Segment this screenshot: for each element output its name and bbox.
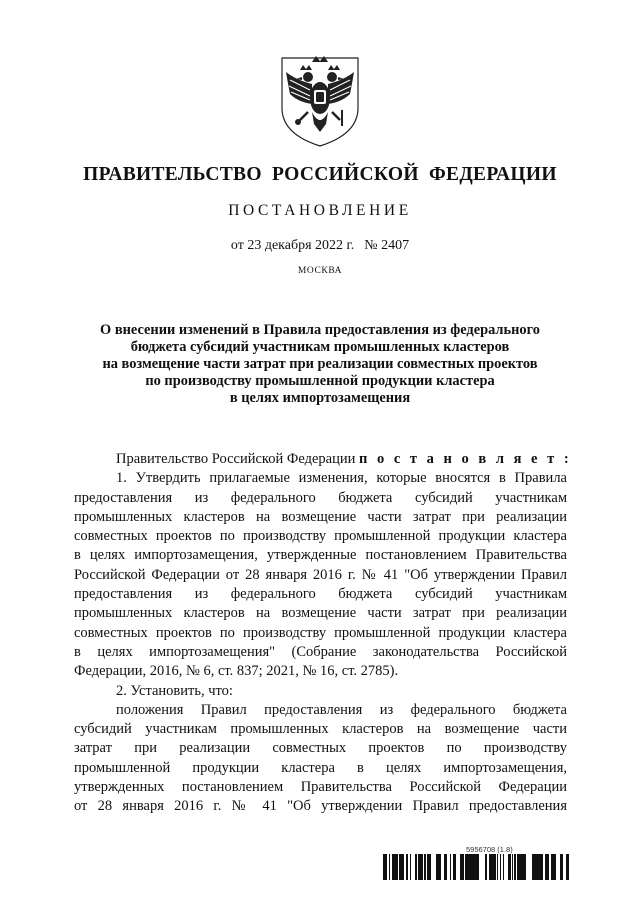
document-heading <box>60 322 580 407</box>
document-code: 5956708 (1.8) <box>466 845 513 854</box>
intro-paragraph <box>74 450 572 469</box>
item2-line: положения Правил предоставления из федерального бюджета <box>116 701 567 718</box>
heading-line: в целях импортозамещения <box>229 390 411 406</box>
document-number: № 2407 <box>364 238 410 253</box>
item2-line: субсидий участникам промышленных кластеров на возмещение части <box>74 721 567 738</box>
item1-line: промышленных кластеров на возмещение части затрат при реализации <box>74 508 567 525</box>
item1-line: в целях импортозамещения" (Собрание законодательства Российской <box>74 643 567 660</box>
heading-line: бюджета субсидий участникам промышленных кластеров <box>130 339 510 355</box>
government-title: ПРАВИТЕЛЬСТВО РОССИЙСКОЙ ФЕДЕРАЦИИ <box>83 164 557 185</box>
intro-emphasis: п о с т а н о в л я е т : <box>358 451 572 467</box>
item1-line: 1. Утвердить прилагаемые изменения, которые вносятся в Правила <box>116 470 567 487</box>
item1-line: Российской Федерации от 28 января 2016 г. № 41 "Об утверждении Правил <box>74 566 567 583</box>
item2-line: от 28 января 2016 г. № 41 "Об утверждении Правил предоставления <box>74 798 567 815</box>
document-city: МОСКВА <box>297 266 343 276</box>
item1-line: совместных проектов по производству промышленной продукции кластера <box>74 624 567 641</box>
item1-line: Федерации, 2016, № 6, ст. 837; 2021, № 16, ст. 2785). <box>74 663 399 680</box>
item1-line: совместных проектов по производству промышленной продукции кластера <box>74 528 567 545</box>
heading-line: на возмещение части затрат при реализации совместных проектов <box>102 356 538 372</box>
document-type: ПОСТАНОВЛЕНИЕ <box>228 202 412 219</box>
heading-line: О внесении изменений в Правила предоставления из федерального <box>100 322 540 338</box>
intro-text: Правительство Российской Федерации <box>116 451 356 467</box>
item1-line: промышленных кластеров на возмещение части затрат при реализации <box>74 605 567 622</box>
coat-of-arms-icon <box>276 50 364 150</box>
item2-line: затрат при реализации совместных проектов по производству <box>74 740 567 757</box>
document-date-line <box>0 238 640 254</box>
heading-line: по производству промышленной продукции кластера <box>145 373 495 389</box>
document-body <box>74 450 572 817</box>
item2-heading: 2. Установить, что: <box>116 682 233 699</box>
item1-line: предоставления из федерального бюджета субсидий участникам <box>74 586 567 603</box>
item1-line: предоставления из федерального бюджета субсидий участникам <box>74 489 567 506</box>
document-date: от 23 декабря 2022 г. <box>230 238 355 253</box>
item2-line: промышленной продукции кластера в целях импортозамещения, <box>74 759 567 776</box>
barcode-icon <box>383 854 569 880</box>
item1-line: в целях импортозамещения, утвержденные постановлением Правительства <box>74 547 567 564</box>
item2-line: утвержденных постановлением Правительства Российской Федерации <box>74 779 567 796</box>
